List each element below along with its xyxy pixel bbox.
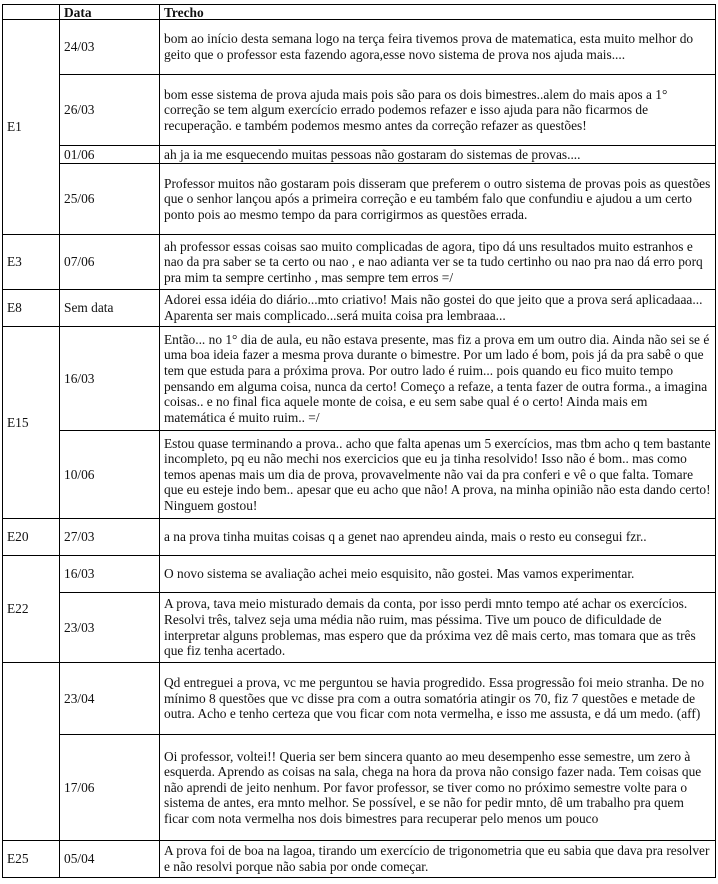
excerpt-cell: Qd entreguei a prova, vc me perguntou se havia progredido. Essa progressão foi meio stranha. De no mínimo 8 questões que vc disse pra com a outra somatória atingir os 70, fiz 7 questões e metade de outra. Acho e tenho certeza que vou ficar com nota vermelha, e isso me assusta, e dá um medo. (aff) [160, 663, 716, 735]
student-cell: E15 [3, 327, 60, 519]
date-cell: 23/04 [60, 663, 160, 735]
table-row [3, 519, 716, 556]
excerpt-cell: bom esse sistema de prova ajuda mais pois são para os dois bimestres..alem do mais apos a 1° correção se tem algum exercício errado podemos refazer e isso ajuda para não ficarmos de recuperação. e também podemos mesmo antes da correção refazer as questões! [160, 75, 716, 146]
table-row [3, 235, 716, 290]
table-row [3, 735, 716, 841]
table-row [3, 431, 716, 519]
student-cell: E20 [3, 519, 60, 556]
table-row [3, 327, 716, 431]
date-cell: 10/06 [60, 431, 160, 519]
excerpt-cell: Oi professor, voltei!! Queria ser bem sincera quanto ao meu desempenho esse semestre, um zero à esquerda. Aprendo as coisas na sala, chega na hora da prova não consigo fazer nada. Tem coisas que não aprendi de jeito nenhum. Por favor professor, se tiver como no próximo semestre volte para o sistema de antes, era mnto melhor. Se possível, e se não for pedir mnto, dê um trabalho pra quem ficar com nota vermelha nos dois bimestres para recuperar pelo menos um pouco [160, 735, 716, 841]
date-cell: 05/04 [60, 841, 160, 878]
date-cell: 07/06 [60, 235, 160, 290]
header-row [3, 5, 716, 20]
table-row [3, 20, 716, 75]
excerpt-cell: Então... no 1° dia de aula, eu não estava presente, mas fiz a prova em um outro dia. Ainda não sei se é uma boa ideia fazer a mesma prova durante o bimestre. Por um lado é bom, pois já da pra sabê o que tem que estuda para a próxima prova. Por outro lado é ruim... pois quando eu fico muito tempo pensando em alguma coisa, nunca da certo! Começo a refaze, a tenta fazer de outra forma., a imagina coisas.. e no final fica aquele monte de coisa, e eu sem sabe qual é o certo! Ainda mais em matemática é muito ruim.. =/ [160, 327, 716, 431]
date-cell: 17/06 [60, 735, 160, 841]
student-cell: E22 [3, 556, 60, 663]
table-row [3, 841, 716, 878]
date-cell: 01/06 [60, 146, 160, 164]
table-row [3, 164, 716, 235]
student-cell: E8 [3, 290, 60, 327]
table-row [3, 146, 716, 164]
excerpt-cell: Adorei essa idéia do diário...mto criativo! Mais não gostei do que jeito que a prova será aplicadaaa... Aparenta ser mais complicado...será muita coisa pra lembraaa... [160, 290, 716, 327]
date-cell: 27/03 [60, 519, 160, 556]
excerpt-cell: A prova foi de boa na lagoa, tirando um exercício de trigonometria que eu sabia que dava pra resolver e não resolvi porque não sabia por onde começar. [160, 841, 716, 878]
student-cell: E1 [3, 20, 60, 235]
student-cell: E3 [3, 235, 60, 290]
header-data: Data [60, 5, 160, 20]
date-cell: Sem data [60, 290, 160, 327]
student-cell: E25 [3, 841, 60, 878]
excerpt-cell: Professor muitos não gostaram pois disseram que preferem o outro sistema de provas pois as questões que o senhor lançou após a primeira correção e eu também falo que confundiu e ajudou a um certo ponto pois ao mesmo tempo da para corrigirmos as questões errada. [160, 164, 716, 235]
excerpt-cell: ah professor essas coisas sao muito complicadas de agora, tipo dá uns resultados muito estranhos e nao da pra saber se ta certo ou nao , e nao adianta ver se ta tudo certinho ou nao pra nao dá erro porq pra mim ta sempre certinho , mas sempre tem erros =/ [160, 235, 716, 290]
excerpt-cell: A prova, tava meio misturado demais da conta, por isso perdi mnto tempo até achar os exercícios. Resolvi três, talvez seja uma média não ruim, mas péssima. Tive um pouco de dificuldade de interpretar alguns problemas, mas espero que da próxima vez dê mais certo, mas tomara que as três que fiz tenha acertado. [160, 593, 716, 663]
header-aluno [3, 5, 60, 20]
student-cell [3, 663, 60, 841]
header-trecho: Trecho [160, 5, 716, 20]
table-row [3, 556, 716, 593]
excerpt-cell: O novo sistema se avaliação achei meio esquisito, não gostei. Mas vamos experimentar. [160, 556, 716, 593]
date-cell: 26/03 [60, 75, 160, 146]
excerpt-cell: Estou quase terminando a prova.. acho que falta apenas um 5 exercícios, mas tbm acho q tem bastante incompleto, pq eu não mechi nos exercicios que eu ja tinha resolvido! Isso não é bom.. mas como temos apenas mais um dia de prova, provavelmente não vai da pra conferi e vê o que falta. Tomare que eu esteje indo bem.. apesar que eu acho que não! A prova, na minha opinião não esta dando certo! Ninguem gostou! [160, 431, 716, 519]
excerpt-cell: bom ao início desta semana logo na terça feira tivemos prova de matematica, esta muito melhor do geito que o professor esta fazendo agora,esse novo sistema de prova nos ajuda mais.... [160, 20, 716, 75]
excerpt-cell: a na prova tinha muitas coisas q a genet nao aprendeu ainda, mais o resto eu consegui fzr.. [160, 519, 716, 556]
table-row [3, 290, 716, 327]
table-row [3, 593, 716, 663]
diary-excerpts-table [2, 4, 716, 878]
date-cell: 24/03 [60, 20, 160, 75]
date-cell: 23/03 [60, 593, 160, 663]
date-cell: 16/03 [60, 327, 160, 431]
date-cell: 16/03 [60, 556, 160, 593]
date-cell: 25/06 [60, 164, 160, 235]
table-row [3, 75, 716, 146]
excerpt-cell: ah ja ia me esquecendo muitas pessoas não gostaram do sistemas de provas.... [160, 146, 716, 164]
table-row [3, 663, 716, 735]
